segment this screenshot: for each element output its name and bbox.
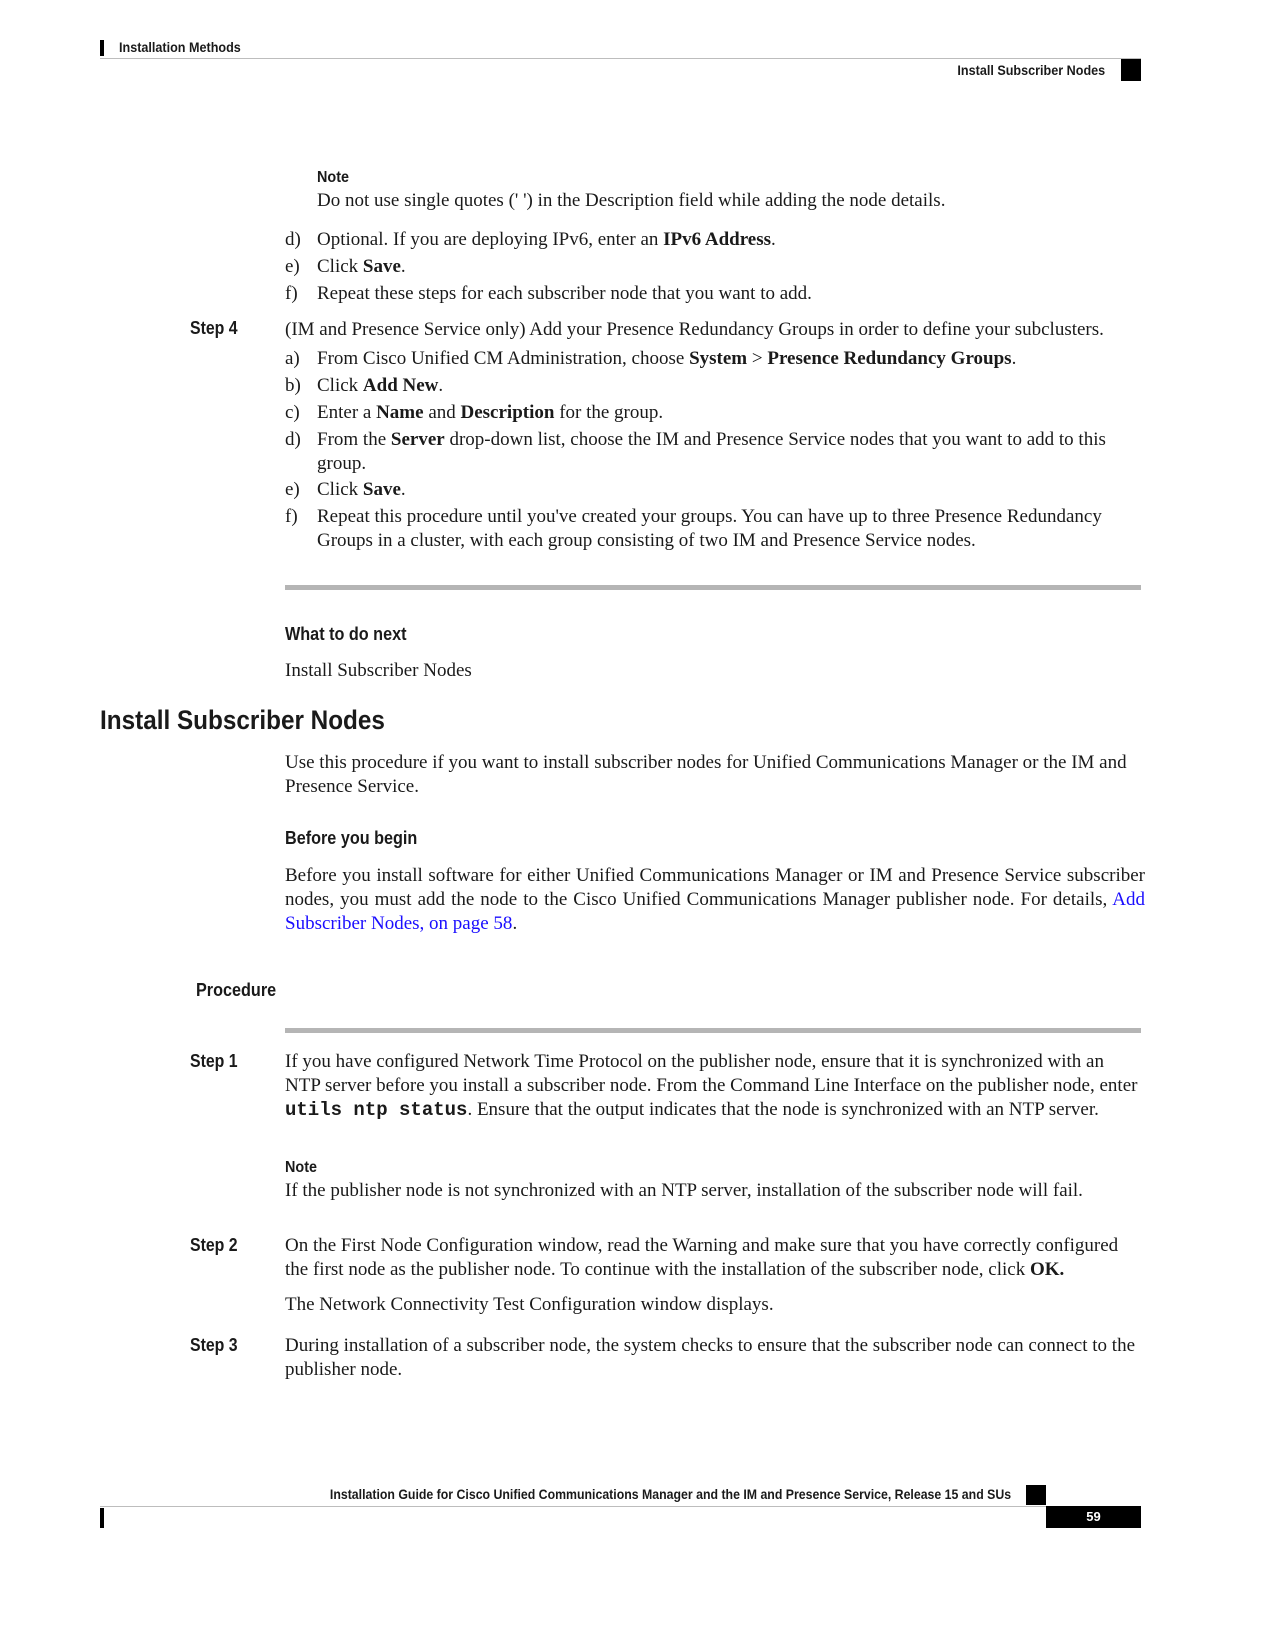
list-item: f) Repeat these steps for each subscriber node that you want to add.	[285, 283, 812, 304]
procedure-rule	[285, 1028, 1141, 1033]
step-label: Step 2	[190, 1235, 238, 1255]
before-text: Before you install software for either Unified Communications Manager or IM and Presence Service subscriber nodes, you must add the node to the Cisco Unified Communications Manager publisher node. For details, Add Subscriber Nodes, on page 58.	[285, 865, 1145, 934]
chapter-title: Installation Methods	[119, 39, 241, 55]
note-label: Note	[317, 169, 350, 186]
note-label: Note	[285, 1159, 318, 1176]
section-running-title: Install Subscriber Nodes	[957, 62, 1105, 78]
add-subscriber-nodes-link[interactable]: Add Subscriber Nodes, on page 58	[285, 889, 1145, 934]
header-rule	[100, 58, 1141, 59]
page-number: 59	[1086, 1509, 1101, 1524]
page-number-box	[1046, 1506, 1141, 1528]
footer-block	[1026, 1485, 1046, 1505]
step-text: If you have configured Network Time Protocol on the publisher node, ensure that it is synchronized with an NTP server before you install a subscriber node. From the Command Line Interface on the publisher node, enter utils ntp status. Ensure that the output indicates that the node is synchronized with an NTP server.	[285, 1051, 1138, 1121]
step-text: (IM and Presence Service only) Add your Presence Redundancy Groups in order to define your subclusters.	[285, 319, 1104, 340]
list-item: d) Optional. If you are deploying IPv6, enter an IPv6 Address.	[285, 229, 776, 250]
step-label: Step 3	[190, 1335, 238, 1355]
list-item: d) From the Server drop-down list, choose the IM and Presence Service nodes that you want to add to this group.	[285, 429, 1106, 474]
step-text: On the First Node Configuration window, read the Warning and make sure that you have correctly configured the first node as the publisher node. To continue with the installation of the subscriber node, click OK.	[285, 1235, 1119, 1280]
footer-rule	[100, 1506, 1046, 1507]
list-item: c) Enter a Name and Description for the group.	[285, 402, 664, 423]
before-heading: Before you begin	[285, 828, 418, 848]
list-item: e) Click Save.	[285, 256, 406, 277]
step-label: Step 4	[190, 318, 238, 338]
header-bar	[100, 40, 104, 56]
what-next-heading: What to do next	[285, 624, 407, 644]
list-item: e) Click Save.	[285, 479, 406, 500]
list-item: b) Click Add New.	[285, 375, 444, 396]
step-text-extra: The Network Connectivity Test Configuration window displays.	[285, 1294, 774, 1315]
note-text: Do not use single quotes (' ') in the Description field while adding the node details.	[317, 190, 946, 211]
list-item: f) Repeat this procedure until you've created your groups. You can have up to three Presence Redundancy Groups in a cluster, with each group consisting of two IM and Presence Service nodes.	[285, 506, 1102, 551]
step-text: During installation of a subscriber node, the system checks to ensure that the subscriber node can connect to the publisher node.	[285, 1335, 1135, 1380]
procedure-end-rule	[285, 585, 1141, 590]
header-block	[1121, 59, 1141, 81]
footer-bar	[100, 1508, 104, 1528]
what-next-text: Install Subscriber Nodes	[285, 660, 472, 681]
note-text: If the publisher node is not synchronized with an NTP server, installation of the subscriber node will fail.	[285, 1180, 1083, 1201]
procedure-heading: Procedure	[196, 980, 277, 1000]
section-intro: Use this procedure if you want to install subscriber nodes for Unified Communications Manager or the IM and Presence Service.	[285, 752, 1127, 797]
footer-title: Installation Guide for Cisco Unified Communications Manager and the IM and Presence Service, Release 15 and SUs	[329, 1486, 1011, 1502]
list-item: a) From Cisco Unified CM Administration, choose System > Presence Redundancy Groups.	[285, 348, 1017, 369]
section-title: Install Subscriber Nodes	[100, 705, 385, 735]
step-label: Step 1	[190, 1051, 238, 1071]
